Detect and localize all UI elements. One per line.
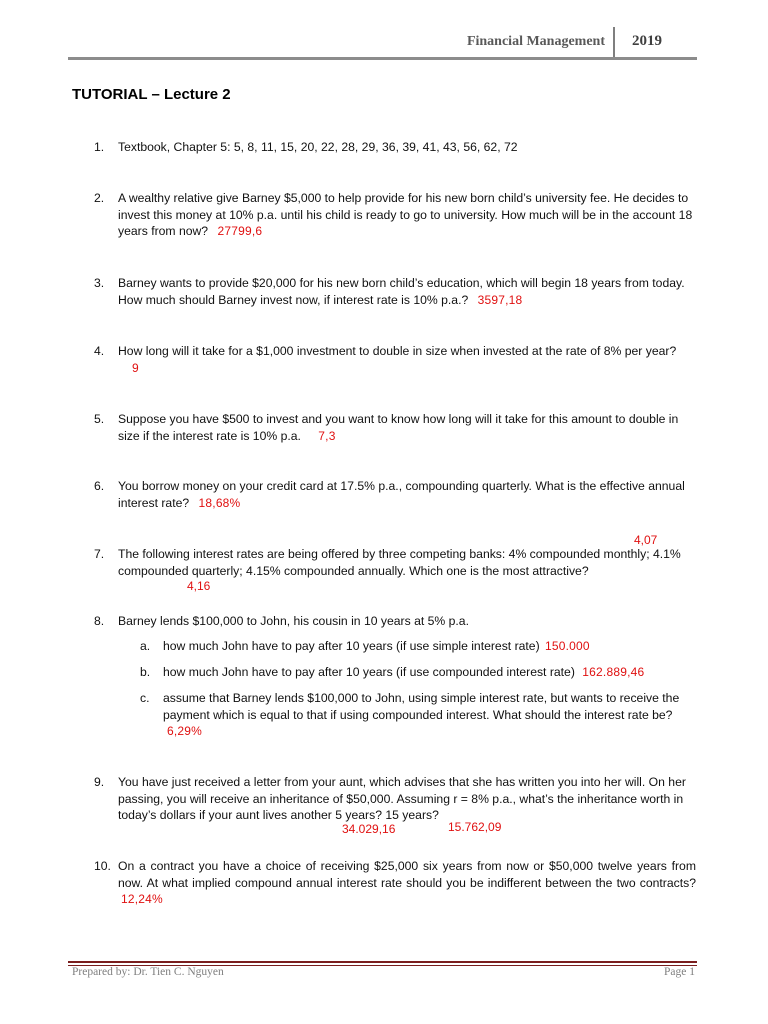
question-number: 10. [94, 859, 111, 873]
handwritten-answer: 12,24% [121, 892, 163, 906]
sub-question-text: how much John have to pay after 10 years (if use simple interest rate) [163, 639, 540, 653]
question-number: 9. [94, 775, 105, 789]
question-number: 5. [94, 412, 105, 426]
sub-question-body [163, 638, 683, 655]
question-text: On a contract you have a choice of receiving $25,000 six years from now or $50,000 twelve years from now. At what implied compound annual interest rate should you be indifferent between the two contracts? [118, 859, 696, 890]
sub-question-letter: a. [140, 639, 151, 653]
question-text: Textbook, Chapter 5: 5, 8, 11, 15, 20, 22, 28, 29, 36, 39, 41, 43, 56, 62, 72 [118, 140, 518, 154]
header-course-title: Financial Management [466, 34, 605, 49]
footer-author: Prepared by: Dr. Tien C. Nguyen [72, 966, 224, 978]
question-body [118, 411, 696, 444]
sub-question-text: assume that Barney lends $100,000 to John, using simple interest rate, but wants to receive the payment which is equal to that if using compounded interest. What should the interest rate be? [163, 691, 680, 722]
question-text: A wealthy relative give Barney $5,000 to help provide for his new born child’s university fee. He decides to invest this money at 10% p.a. until his child is ready to go to university. How much will be in the account 18 years from now? [118, 191, 693, 238]
header-rule [68, 57, 697, 60]
question-text: Suppose you have $500 to invest and you want to know how long will it take for this amount to double in size if the interest rate is 10% p.a. [118, 412, 679, 443]
sub-question-body [163, 690, 683, 740]
question-text: Barney lends $100,000 to John, his cousin in 10 years at 5% p.a. [118, 614, 469, 628]
question-body [118, 858, 696, 908]
header-divider [613, 27, 615, 57]
question-text: You borrow money on your credit card at 17.5% p.a., compounding quarterly. What is the effective annual interest rate? [118, 479, 685, 510]
question-number: 8. [94, 614, 105, 628]
question-number: 7. [94, 547, 105, 561]
question-number: 1. [94, 140, 105, 154]
question-number: 3. [94, 276, 105, 290]
page-header [68, 30, 697, 57]
handwritten-answer-5-years: 34.029,16 [342, 822, 396, 836]
handwritten-answer-15-years: 15.762,09 [448, 820, 502, 834]
question-text: You have just received a letter from your aunt, which advises that she has written you into her will. On her passing, you will receive an inheritance of $50,000. Assuming r = 8% p.a., what’s the inheritance worth in today’s dollars if your aunt lives another 5 years? 15 years? [118, 775, 686, 822]
page-title: TUTORIAL – Lecture 2 [72, 86, 231, 103]
handwritten-answer: 150.000 [545, 639, 590, 653]
header-year: 2019 [632, 33, 662, 49]
question-body [118, 275, 696, 308]
question-text: The following interest rates are being offered by three competing banks: 4% compounded monthly; 4.1% compounded quarterly; 4.15% compounded annually. Which one is the most attractive? [118, 547, 681, 578]
question-text: How long will it take for a $1,000 investment to double in size when invested at the rate of 8% per year? [118, 344, 677, 358]
sub-question-body [163, 664, 683, 681]
handwritten-answer: 6,29% [167, 724, 203, 738]
handwritten-answer: 7,3 [318, 428, 336, 443]
sub-question-text: how much John have to pay after 10 years (if use compounded interest rate) [163, 665, 575, 679]
handwritten-answer: 162.889,46 [582, 665, 645, 679]
question-body [118, 478, 696, 511]
question-number: 4. [94, 344, 105, 358]
question-body [118, 190, 696, 240]
footer-page-number: Page 1 [664, 966, 695, 978]
question-number: 2. [94, 191, 105, 205]
footer-rule [68, 961, 697, 963]
handwritten-answer-monthly: 4,07 [634, 533, 658, 547]
question-body [118, 343, 696, 376]
handwritten-answer-quarterly: 4,16 [187, 579, 211, 593]
handwritten-answer: 27799,6 [217, 224, 263, 238]
handwritten-answer: 9 [132, 360, 139, 375]
question-text: Barney wants to provide $20,000 for his new born child’s education, which will begin 18 years from today. How much should Barney invest now, if interest rate is 10% p.a.? [118, 276, 685, 307]
question-number: 6. [94, 479, 105, 493]
handwritten-answer: 3597,18 [477, 292, 523, 307]
sub-question-letter: c. [140, 691, 150, 705]
handwritten-answer: 18,68% [198, 495, 241, 510]
sub-question-letter: b. [140, 665, 151, 679]
